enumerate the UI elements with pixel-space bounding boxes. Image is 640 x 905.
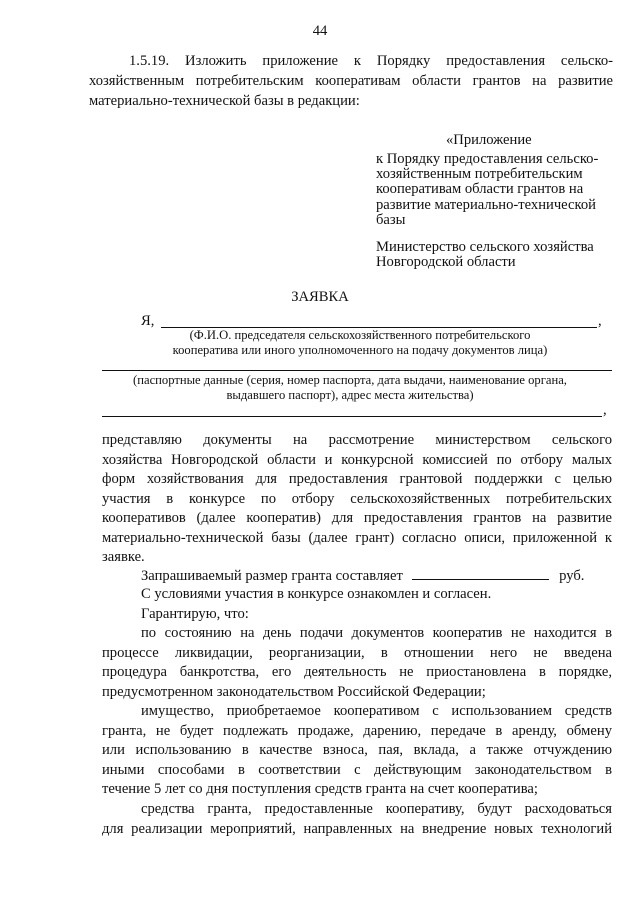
text-line: для реализации мероприятий, направленных на внедрение новых технологий bbox=[102, 820, 612, 837]
text-line: течение 5 лет со дня поступления средств гранта на счет кооператива; bbox=[102, 781, 538, 797]
appendix-line: базы bbox=[376, 211, 406, 228]
appendix-line: кооперативам области грантов на bbox=[376, 181, 584, 198]
text-line: кооперативов (далее кооператив) для предоставления грантов на развитие bbox=[102, 510, 612, 526]
appendix-title: «Приложение bbox=[446, 132, 532, 148]
grant-size-label: Запрашиваемый размер гранта составляет bbox=[141, 568, 403, 584]
text-line: или использованию в качестве взноса, пая, вклада, а также отчуждению bbox=[102, 742, 612, 758]
guarantee-statement: Гарантирую, что: bbox=[141, 606, 249, 622]
passport-caption: (паспортные данные (серия, номер паспорта, дата выдачи, наименование органа, bbox=[133, 373, 567, 387]
currency-label: руб. bbox=[559, 568, 585, 584]
appendix-line: хозяйственным потребительским bbox=[376, 166, 583, 183]
addressee bbox=[376, 240, 616, 270]
appendix-reference bbox=[376, 152, 616, 228]
form-heading: ЗАЯВКА bbox=[291, 289, 349, 305]
appendix-line: к Порядку предоставления сельско- bbox=[376, 151, 599, 167]
text-line: материально-технической базы (далее грант) согласно описи, приложенной к bbox=[102, 529, 612, 546]
page-number: 44 bbox=[312, 23, 328, 39]
text-line: по состоянию на день подачи документов кооператив не находится в bbox=[141, 625, 612, 641]
address-comma: , bbox=[603, 402, 607, 418]
text-line: форм хозяйствования для предоставления грантовой поддержки с целью bbox=[102, 471, 612, 487]
text-line: заявке. bbox=[102, 549, 145, 565]
fio-caption: (Ф.И.О. председателя сельскохозяйственного потребительского bbox=[189, 328, 531, 342]
funds-paragraph bbox=[102, 800, 612, 839]
addressee-line: Новгородской области bbox=[376, 254, 516, 271]
text-line: предусмотренном законодательством Российской Федерации; bbox=[102, 683, 486, 700]
addressee-line: Министерство сельского хозяйства bbox=[376, 239, 594, 255]
text-line: гранта, не будет подлежать продаже, дарению, передаче в аренду, обмену bbox=[102, 722, 612, 739]
conditions-statement: С условиями участия в конкурсе ознакомлен и согласен. bbox=[141, 586, 492, 602]
property-paragraph bbox=[102, 702, 612, 800]
i-label: Я, bbox=[141, 313, 155, 329]
text-line: хозяйства Новгородской области и конкурсной комиссией по отбору малых bbox=[102, 451, 612, 468]
fio-caption: кооператива или иного уполномоченного на подачу документов лица) bbox=[172, 343, 548, 357]
amendment-line: 1.5.19. Изложить приложение к Порядку предоставления сельско- bbox=[129, 53, 613, 69]
text-line: представляю документы на рассмотрение министерством сельского bbox=[102, 432, 612, 448]
amendment-line: хозяйственным потребительским кооперативам области грантов на развитие bbox=[89, 73, 613, 89]
appendix-line: развитие материально-технической bbox=[376, 196, 596, 213]
fio-comma: , bbox=[598, 313, 602, 329]
passport-blank-line bbox=[102, 370, 612, 371]
text-line: процессе ликвидации, реорганизации, в отношении него не введена bbox=[102, 644, 612, 661]
address-blank-line bbox=[102, 416, 602, 417]
request-paragraph bbox=[102, 431, 612, 568]
text-line: иными способами в соответствии с действующим законодательством в bbox=[102, 761, 612, 778]
text-line: имущество, приобретаемое кооперативом с использованием средств bbox=[141, 703, 612, 719]
grant-amount-blank bbox=[412, 565, 549, 580]
guarantee-paragraph bbox=[102, 624, 612, 702]
passport-caption: выдавшего паспорт), адрес места жительства) bbox=[226, 388, 474, 402]
text-line: участия в конкурсе по отбору сельскохозяйственных потребительских bbox=[102, 490, 612, 507]
grant-size-line bbox=[141, 565, 584, 587]
text-line: средства гранта, предоставленные кооперативу, будут расходоваться bbox=[141, 801, 612, 817]
text-line: процедура банкротства, его деятельность не приостановлена в порядке, bbox=[102, 664, 612, 680]
amendment-line: материально-технической базы в редакции: bbox=[89, 93, 360, 109]
